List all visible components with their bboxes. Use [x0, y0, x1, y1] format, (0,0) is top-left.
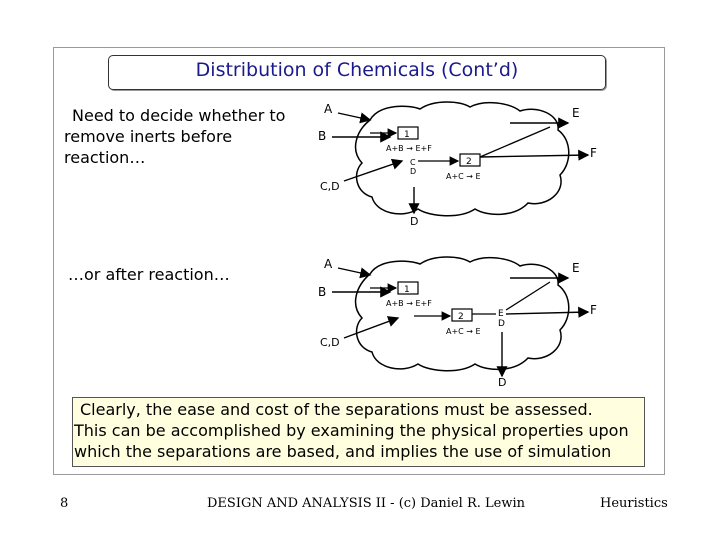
- product-d-label: D: [498, 376, 507, 389]
- slide-title: Distribution of Chemicals (Cont’d): [195, 59, 519, 81]
- flowsheet-after-reaction: [310, 252, 610, 392]
- first-question-line-2: remove inerts before: [64, 127, 233, 146]
- feed-cd-label: C,D: [320, 180, 340, 193]
- process-cloud: [356, 102, 569, 216]
- inner-c-label: C: [410, 158, 416, 167]
- conclusion-line-3: which the separations are based, and implies the use of simulation: [74, 442, 612, 461]
- inner-e-label: E: [498, 309, 504, 319]
- footer-right: Heuristics: [600, 496, 668, 511]
- second-question: …or after reaction…: [68, 265, 230, 284]
- product-f-label: F: [590, 303, 597, 317]
- product-f-label: F: [590, 146, 597, 160]
- flowsheet-before-reaction: [310, 95, 610, 230]
- feed-a-label: A: [324, 102, 333, 116]
- product-e-label: E: [572, 261, 580, 275]
- reactor-2-number: 2: [458, 312, 464, 322]
- feed-a-arrow: [338, 113, 370, 120]
- product-f-arrow: [480, 155, 588, 157]
- feed-a-label: A: [324, 257, 333, 271]
- separation-to-e: [506, 282, 550, 310]
- reactor-1-reaction: A+B → E+F: [386, 299, 432, 308]
- reactor-1-number: 1: [404, 285, 410, 295]
- first-question-line-3: reaction…: [64, 148, 146, 167]
- reactor-2-number: 2: [466, 157, 472, 167]
- reactor-1-number: 1: [404, 130, 410, 140]
- product-f-arrow: [506, 312, 588, 314]
- reactor-2-reaction: A+C → E: [446, 172, 481, 181]
- product-e-label: E: [572, 106, 580, 120]
- feed-b-label: B: [318, 285, 327, 299]
- feed-cd-label: C,D: [320, 336, 340, 349]
- conclusion-text: [74, 399, 644, 462]
- footer-center: DESIGN AND ANALYSIS II - (c) Daniel R. Lewin: [207, 496, 525, 511]
- inner-d-label: D: [498, 319, 505, 329]
- reactor2-to-e: [480, 127, 550, 157]
- feed-cd-arrow: [344, 161, 402, 181]
- reactor-1-reaction: A+B → E+F: [386, 144, 432, 153]
- inner-d-label: D: [410, 167, 417, 176]
- feed-b-label: B: [318, 129, 327, 143]
- feed-a-arrow: [338, 268, 370, 275]
- first-question-line-1: Need to decide whether to: [72, 106, 286, 125]
- conclusion-line-2: This can be accomplished by examining the physical properties upon: [74, 421, 629, 440]
- first-question: [64, 105, 286, 168]
- conclusion-line-1: Clearly, the ease and cost of the separations must be assessed.: [80, 400, 593, 419]
- product-d-label: D: [410, 215, 419, 228]
- feed-cd-arrow: [344, 318, 398, 338]
- reactor-2-reaction: A+C → E: [446, 327, 481, 336]
- page-number: 8: [60, 496, 69, 511]
